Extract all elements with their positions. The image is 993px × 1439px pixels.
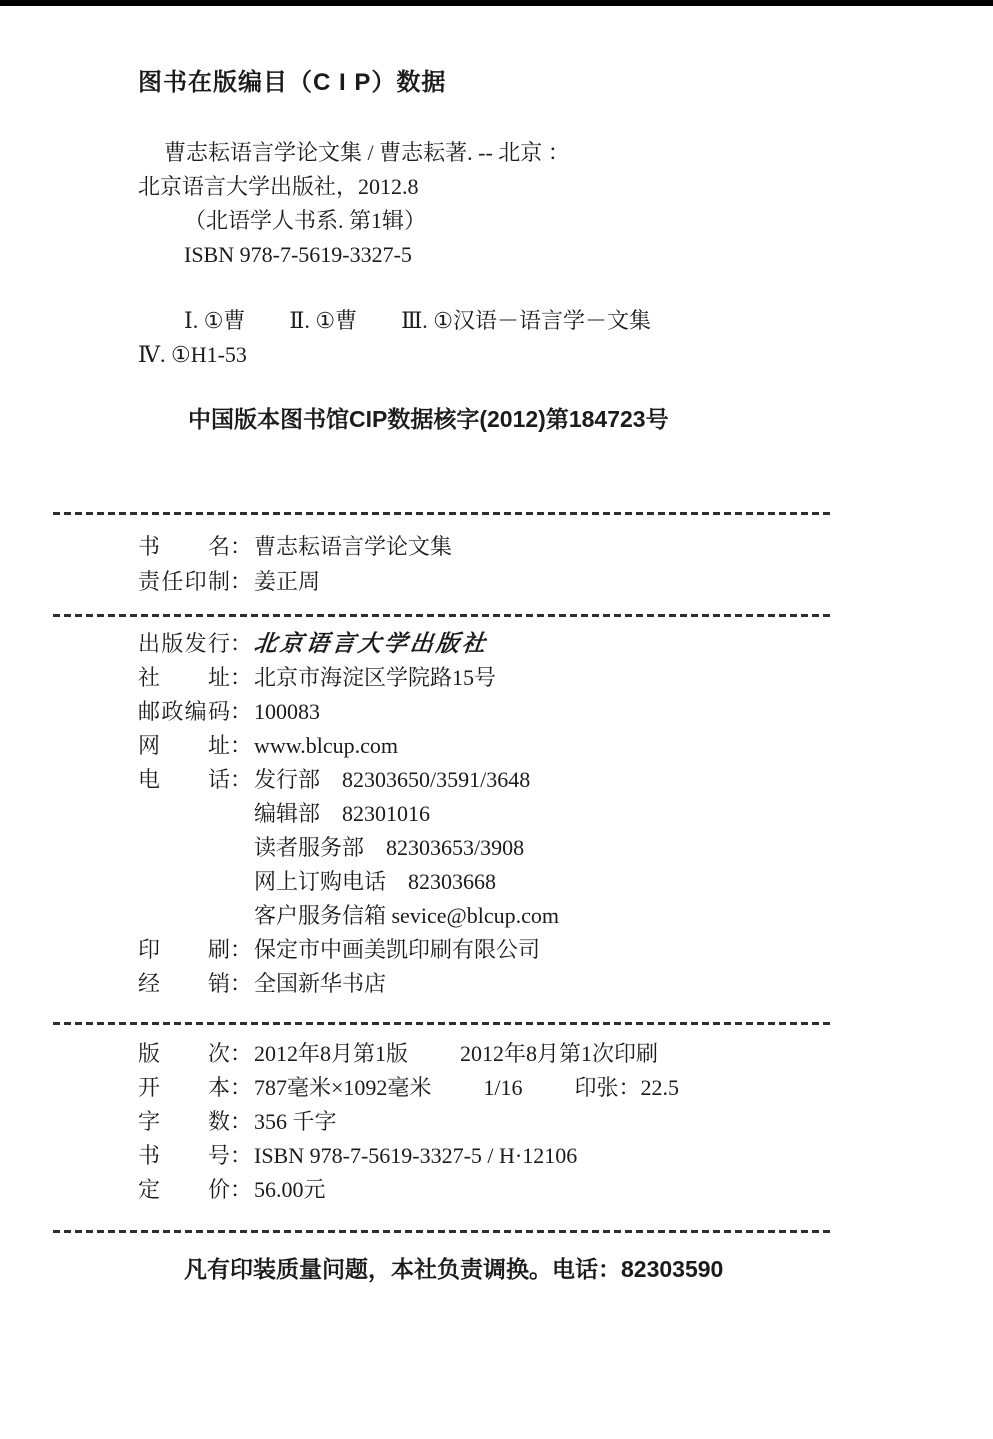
field-row-phone-distribution bbox=[138, 763, 933, 797]
field-colon: ： bbox=[230, 937, 253, 962]
divider-2 bbox=[53, 614, 831, 617]
field-value: 编辑部 82301016 bbox=[254, 801, 431, 826]
field-row-publisher bbox=[138, 627, 933, 661]
field-colon: ： bbox=[230, 1143, 253, 1168]
field-row-phone-editorial bbox=[138, 797, 933, 831]
divider-1 bbox=[53, 512, 831, 515]
field-value: 发行部 82303650/3591/3648 bbox=[254, 767, 531, 792]
cip-entry-line-1: 曹志耘语言学论文集 / 曹志耘著. -- 北京 ： bbox=[164, 140, 570, 165]
cip-classification-block bbox=[138, 304, 933, 372]
field-colon: ： bbox=[230, 534, 253, 559]
field-row-phone-online-order bbox=[138, 865, 933, 899]
cip-series-note: （北语学人书系. 第1辑） bbox=[184, 208, 427, 233]
field-row-printer bbox=[138, 933, 933, 967]
field-row-phone-reader-service bbox=[138, 831, 933, 865]
field-value: 姜正周 bbox=[254, 569, 321, 594]
field-label: 经销 bbox=[138, 971, 230, 996]
field-value: 2012年8月第1版 bbox=[254, 1041, 409, 1066]
field-colon: ： bbox=[230, 699, 253, 724]
field-value: 读者服务部 82303653/3908 bbox=[254, 835, 525, 860]
edition-info-section bbox=[138, 1037, 933, 1207]
quality-notice: 凡有印装质量问题，本社负责调换。电话：82303590 bbox=[184, 1256, 724, 1282]
field-value: 印张：22.5 bbox=[574, 1075, 680, 1100]
publisher-logo-text: 北京语言大学出版社 bbox=[252, 631, 490, 656]
cip-isbn: ISBN 978-7-5619-3327-5 bbox=[184, 242, 412, 267]
field-label: 电话 bbox=[138, 767, 230, 792]
field-colon: ： bbox=[230, 1177, 253, 1202]
book-info-section bbox=[138, 529, 933, 599]
field-row-address bbox=[138, 661, 933, 695]
field-label: 责任印制 bbox=[138, 569, 230, 594]
page-content bbox=[0, 68, 993, 1285]
field-row-print-editor bbox=[138, 564, 933, 599]
field-value: 1/16 bbox=[483, 1075, 523, 1100]
field-row-price bbox=[138, 1173, 933, 1207]
cip-title: 图书在版编目（C I P）数据 bbox=[138, 69, 447, 96]
field-row-format bbox=[138, 1071, 933, 1105]
field-value: ISBN 978-7-5619-3327-5 / H·12106 bbox=[254, 1143, 578, 1168]
field-label: 定价 bbox=[138, 1177, 230, 1202]
field-label: 字数 bbox=[138, 1109, 230, 1134]
divider-4 bbox=[53, 1230, 831, 1233]
field-colon: ： bbox=[230, 631, 253, 656]
classification-line-2: Ⅳ. ①H1-53 bbox=[138, 342, 247, 367]
field-value: 北京市海淀区学院路15号 bbox=[254, 665, 497, 690]
cip-record-number: 中国版本图书馆CIP数据核字(2012)第184723号 bbox=[188, 406, 669, 432]
field-row-postcode bbox=[138, 695, 933, 729]
field-row-word-count bbox=[138, 1105, 933, 1139]
field-row-edition bbox=[138, 1037, 933, 1071]
field-colon: ： bbox=[230, 1075, 253, 1100]
field-value: 2012年8月第1次印刷 bbox=[460, 1041, 659, 1066]
field-label: 网址 bbox=[138, 733, 230, 758]
field-colon: ： bbox=[230, 1041, 253, 1066]
field-value: www.blcup.com bbox=[254, 733, 398, 758]
field-label: 版次 bbox=[138, 1041, 230, 1066]
field-row-website bbox=[138, 729, 933, 763]
field-label: 印刷 bbox=[138, 937, 230, 962]
field-value: 100083 bbox=[254, 699, 320, 724]
divider-3 bbox=[53, 1022, 831, 1025]
field-colon: ： bbox=[230, 1109, 253, 1134]
publisher-info-section bbox=[138, 627, 933, 1001]
field-label: 社址 bbox=[138, 665, 230, 690]
field-colon: ： bbox=[230, 971, 253, 996]
field-colon: ： bbox=[230, 733, 253, 758]
field-value: 787毫米×1092毫米 bbox=[254, 1075, 432, 1100]
field-row-distributor bbox=[138, 967, 933, 1001]
cip-entry-block bbox=[138, 136, 933, 272]
field-value: 保定市中画美凯印刷有限公司 bbox=[254, 937, 541, 962]
field-colon: ： bbox=[230, 569, 253, 594]
field-label: 邮政编码 bbox=[138, 699, 230, 724]
field-value: 网上订购电话 82303668 bbox=[254, 869, 497, 894]
field-value: 曹志耘语言学论文集 bbox=[254, 534, 453, 559]
field-label: 书名 bbox=[138, 534, 230, 559]
field-value: 全国新华书店 bbox=[254, 971, 387, 996]
field-row-service-email bbox=[138, 899, 933, 933]
field-value: 56.00元 bbox=[254, 1177, 326, 1202]
field-row-book-number bbox=[138, 1139, 933, 1173]
field-row-book-title bbox=[138, 529, 933, 564]
field-colon: ： bbox=[230, 767, 253, 792]
field-label: 书号 bbox=[138, 1143, 230, 1168]
field-label: 出版发行 bbox=[138, 631, 230, 656]
field-value: 356 千字 bbox=[254, 1109, 337, 1134]
cip-entry-line-2: 北京语言大学出版社，2012.8 bbox=[138, 174, 419, 199]
field-value: 客户服务信箱 sevice@blcup.com bbox=[254, 903, 559, 928]
classification-line-1: Ⅰ. ①曹 Ⅱ. ①曹 Ⅲ. ①汉语－语言学－文集 bbox=[184, 308, 652, 333]
field-label: 开本 bbox=[138, 1075, 230, 1100]
page-top-edge-bar bbox=[0, 0, 993, 6]
field-colon: ： bbox=[230, 665, 253, 690]
